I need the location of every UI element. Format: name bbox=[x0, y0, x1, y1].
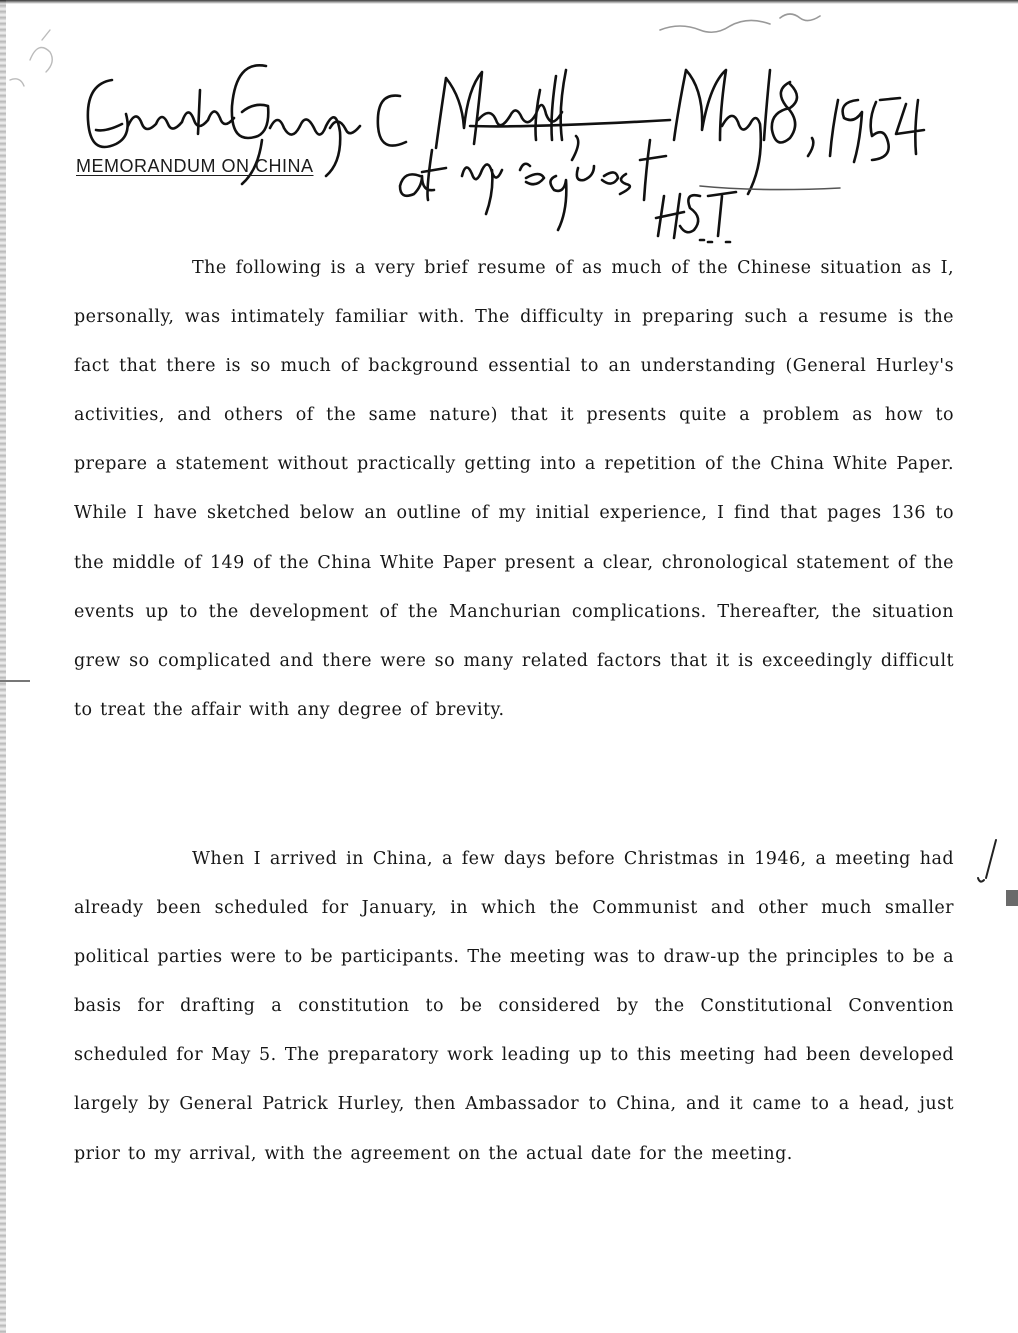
handwritten-annotation bbox=[0, 0, 1018, 250]
margin-punch-mark bbox=[1006, 890, 1018, 906]
paragraph-2: When I arrived in China, a few days before Christmas in 1946, a meeting had already been scheduled for January, in which the Communist and other much smaller political parties were to be participants. The meeting was to draw-up the principles to be a basis for drafting a constitution to be considered by the Constitutional Convention scheduled for May 5. The preparatory work leading up to this meeting had been developed largely by General Patrick Hurley, then Ambassador to China, and it came to a head, just prior to my arrival, with the agreement on the actual date for the meeting. bbox=[74, 849, 954, 1164]
margin-mark-left bbox=[0, 680, 30, 682]
paragraph-1: The following is a very brief resume of as much of the Chinese situation as I, personally, was intimately familiar with. The difficulty in preparing such a resume is the fact that there is so much of background essential to an understanding (General Hurley's activities, and others of the same nature) that it presents quite a problem as how to prepare a statement without practically getting into a repetition of the China White Paper. While I have sketched below an outline of my initial experience, I find that pages 136 to the middle of 149 of the China White Paper present a clear, chronological statement of the events up to the development of the Manchurian complications. Thereafter, the situation grew so complicated and there were so many related factors that it is exceedingly difficult to treat the affair with any degree of brevity. bbox=[74, 258, 954, 720]
memo-title: MEMORANDUM ON CHINA bbox=[76, 156, 314, 176]
margin-check-mark bbox=[976, 838, 998, 894]
